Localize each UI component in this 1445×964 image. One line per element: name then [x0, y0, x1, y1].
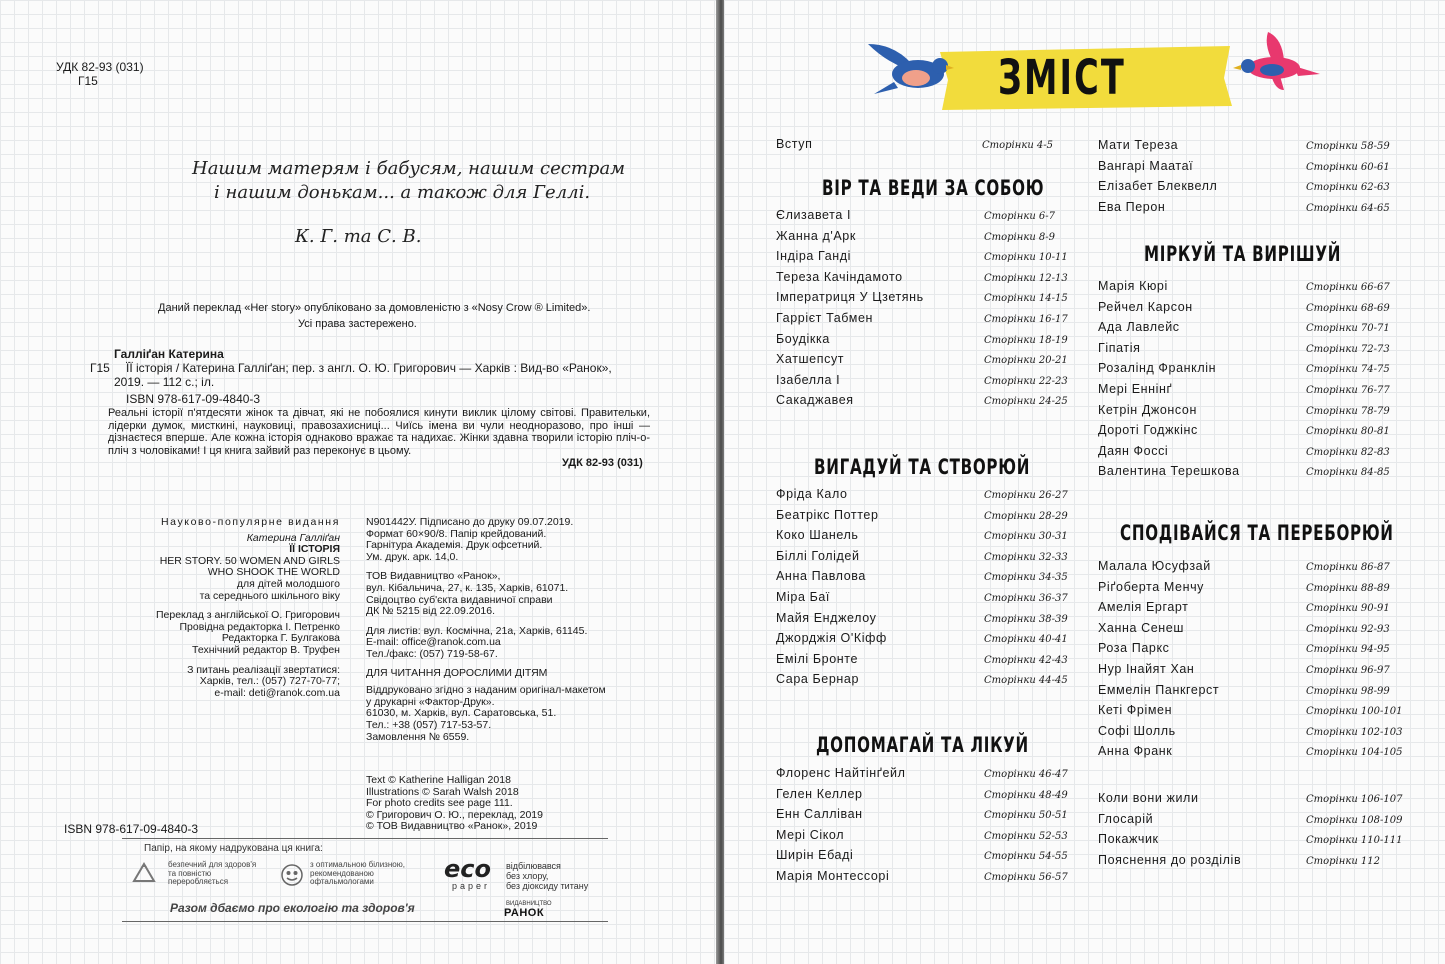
- toc-entry-pages: Сторінки 74-75: [1306, 364, 1390, 376]
- age-note: ДЛЯ ЧИТАННЯ ДОРОСЛИМИ ДІТЯМ: [366, 666, 548, 679]
- toc-entry-name: Марія Монтессорі: [776, 869, 890, 883]
- toc-entry-pages: Сторінки 26-27: [984, 490, 1068, 501]
- toc-entry-name: Індіра Ганді: [776, 249, 852, 264]
- toc-entry-name: Біллі Голідей: [776, 548, 860, 563]
- toc-entry-pages: Сторінки 86-87: [1306, 562, 1390, 573]
- toc-entry-name: Кеті Фрімен: [1098, 703, 1173, 718]
- toc-entry: [1098, 641, 1398, 659]
- toc-entry-name: Ізабелла І: [776, 372, 841, 387]
- smiley-eye-icon: [280, 863, 304, 887]
- print-info-4: Ум. друк. арк. 14,0.: [366, 550, 459, 563]
- toc-entry-pages: Сторінки 42-43: [984, 654, 1068, 666]
- publisher-logo-small: ВИДАВНИЦТВО: [506, 901, 552, 907]
- toc-entry: [1098, 621, 1398, 639]
- toc-entry: [1098, 832, 1403, 850]
- toc-entry-pages: Сторінки 40-41: [984, 634, 1068, 646]
- section-heading-help: ДОПОМАГАЙ ТА ЛІКУЙ: [816, 733, 1029, 757]
- imprint-page: [0, 0, 718, 964]
- toc-entry: [1098, 744, 1403, 762]
- sales-email: e-mail: deti@ranok.com.ua: [214, 686, 340, 699]
- toc-entry-pages: Сторінки 38-39: [984, 613, 1068, 625]
- toc-entry-pages: Сторінки 24-25: [984, 396, 1068, 408]
- toc-entry-pages: Сторінки 52-53: [984, 830, 1068, 842]
- toc-entry: [1098, 382, 1398, 400]
- toc-entry: [1098, 423, 1398, 441]
- toc-entry: [776, 631, 1076, 649]
- imprint-column-b: [366, 517, 606, 743]
- toc-entry-pages: Сторінки 68-69: [1306, 302, 1390, 314]
- toc-entry-name: Мері Сікол: [776, 827, 845, 842]
- toc-entry-name: Боудікка: [776, 331, 830, 346]
- copyright-text: Text © Katherine Halligan 2018: [366, 774, 511, 786]
- toc-entry: [776, 229, 1076, 247]
- toc-entry-name: Дороті Годжкінс: [1098, 423, 1198, 438]
- toc-entry-pages: Сторінки 98-99: [1306, 685, 1390, 697]
- toc-entry-pages: Сторінки 10-11: [984, 252, 1068, 264]
- toc-entry-name: Марія Кюрі: [1098, 279, 1168, 293]
- toc-entry-name: Єлизавета І: [776, 208, 852, 222]
- toc-entry-pages: Сторінки 106-107: [1306, 794, 1403, 805]
- toc-entry-pages: Сторінки 32-33: [984, 551, 1068, 563]
- eco-item-3: відбілювався без хлору, без діоксиду титану: [506, 861, 589, 891]
- original-title-1: HER STORY. 50 WOMEN AND GIRLS: [159, 554, 340, 567]
- toc-entry: [1098, 723, 1403, 742]
- toc-entry-pages: Сторінки 62-63: [1306, 182, 1390, 194]
- toc-entry-name: Енн Салліван: [776, 807, 863, 822]
- toc-entry-pages: Сторінки 84-85: [1306, 467, 1390, 479]
- copyright-publisher: © ТОВ Видавництво «Ранок», 2019: [366, 820, 538, 833]
- toc-entry-name: Гіпатія: [1098, 340, 1141, 355]
- toc-entry-pages: Сторінки 88-89: [1306, 582, 1390, 594]
- tech-editor: Технічний редактор В. Труфен: [192, 643, 340, 656]
- toc-entry: [776, 549, 1076, 567]
- toc-entry-name: Софі Шолль: [1098, 723, 1176, 738]
- toc-intro-name: Вступ: [776, 137, 813, 151]
- blue-bird-icon: [864, 40, 954, 96]
- publisher-address: вул. Кібальчича, 27, к. 135, Харків, 61071.: [366, 581, 569, 594]
- author-line: Катерина Галліґан: [246, 531, 340, 544]
- toc-entry-name: Коко Шанель: [776, 528, 859, 543]
- mail-address: Для листів: вул. Космічна, 21а, Харків, 61145.: [366, 624, 588, 637]
- toc-entry-pages: Сторінки 14-15: [984, 293, 1068, 305]
- toc-entry: [776, 393, 1076, 411]
- toc-entry-pages: Сторінки 80-81: [1306, 426, 1390, 438]
- toc-entry: [1098, 138, 1398, 156]
- toc-entry-name: Флоренс Найтінґейл: [776, 766, 906, 780]
- print-info-1: N901442У. Підписано до друку 09.07.2019.: [366, 516, 574, 528]
- toc-entry: [776, 569, 1076, 587]
- toc-entry-pages: Сторінки 12-13: [984, 272, 1068, 284]
- toc-entry-name: Елізабет Блеквелл: [1098, 179, 1218, 194]
- toc-entry: [1098, 200, 1398, 218]
- toc-entry-pages: Сторінки 96-97: [1306, 665, 1390, 676]
- section-heading-think: МІРКУЙ ТА ВИРІШУЙ: [1144, 242, 1342, 266]
- toc-entry-pages: Сторінки 30-31: [984, 531, 1068, 543]
- dedication-initials: К. Г. та С. В.: [295, 226, 422, 247]
- toc-entry: [776, 528, 1076, 546]
- toc-entry: [1098, 179, 1398, 197]
- toc-entry: [776, 270, 1076, 288]
- toc-entry-name: Джорджія О'Кіфф: [776, 631, 887, 646]
- publisher-cert-2: ДК № 5215 від 22.09.2016.: [366, 605, 496, 618]
- toc-entry-name: Хатшепсут: [776, 352, 845, 367]
- toc-entry-pages: Сторінки 50-51: [984, 810, 1068, 822]
- toc-entry-pages: Сторінки 64-65: [1306, 202, 1390, 214]
- toc-entry-name: Беатрікс Поттер: [776, 507, 879, 522]
- toc-entry-name: Нур Інайят Хан: [1098, 662, 1195, 676]
- toc-entry-pages: Сторінки 60-61: [1306, 161, 1390, 173]
- imprint-column-a: [156, 517, 340, 699]
- toc-entry: [776, 828, 1076, 846]
- toc-entry: [776, 590, 1076, 608]
- rights-note: Усі права застережено.: [298, 318, 417, 330]
- toc-entry: [776, 208, 1076, 226]
- catalog-code: Г15: [90, 361, 110, 375]
- sales-contact: З питань реалізації звертатися:: [187, 663, 340, 676]
- toc-entry-pages: Сторінки 70-71: [1306, 323, 1390, 335]
- copyright-illustrations: Illustrations © Sarah Walsh 2018: [366, 785, 519, 798]
- toc-entry: [1098, 703, 1403, 721]
- toc-entry-name: Валентина Терешкова: [1098, 464, 1240, 479]
- toc-entry-name: Малала Юсуфзай: [1098, 559, 1211, 573]
- eco-paper-box: [122, 838, 608, 922]
- office-phone: Тел./факс: (057) 719-58-67.: [366, 647, 498, 660]
- lead-editor: Провідна редакторка І. Петренко: [179, 620, 340, 633]
- publisher-name: ТОВ Видавництво «Ранок»,: [366, 570, 501, 583]
- toc-entry-pages: Сторінки 18-19: [984, 334, 1068, 346]
- toc-entry-name: Амелія Ергарт: [1098, 600, 1189, 615]
- toc-entry-pages: Сторінки 58-59: [1306, 141, 1390, 152]
- toc-entry-pages: Сторінки 112: [1306, 855, 1381, 867]
- toc-entry-name: Міра Баї: [776, 590, 830, 604]
- toc-entry-pages: Сторінки 110-111: [1306, 835, 1403, 847]
- eco-logo-sub: paper: [452, 881, 491, 891]
- toc-entry-pages: Сторінки 6-7: [984, 211, 1056, 222]
- translator: Переклад з англійської О. Григорович: [155, 609, 340, 622]
- toc-entry-name: Мати Тереза: [1098, 138, 1179, 152]
- toc-entry-name: Рейчел Карсон: [1098, 299, 1193, 314]
- printing-note-4: Тел.: +38 (057) 717-53-57.: [366, 718, 492, 731]
- catalog-isbn: ISBN 978-617-09-4840-3: [126, 392, 261, 406]
- toc-entry: [1098, 341, 1398, 359]
- order-number: Замовлення № 6559.: [366, 730, 470, 743]
- audience-1: для дітей молодшого: [236, 577, 340, 590]
- audience-2: та середнього шкільного віку: [199, 589, 340, 602]
- toc-entry-name: Ширін Ебаді: [776, 848, 854, 863]
- section-heading-hope: СПОДІВАЙСЯ ТА ПЕРЕБОРЮЙ: [1120, 521, 1394, 545]
- toc-entry-name: Покажчик: [1098, 832, 1159, 847]
- eco-item-2: з оптимальною білизною, рекомендованою офтальмологами: [310, 860, 405, 886]
- recycle-icon: [130, 861, 158, 887]
- title-banner: [934, 42, 1234, 112]
- toc-entry-pages: Сторінки 36-37: [984, 593, 1068, 604]
- toc-entry: [776, 508, 1076, 526]
- toc-entry-name: Вангарі Маатаї: [1098, 158, 1194, 173]
- toc-entry: [776, 787, 1076, 805]
- toc-entry-name: Глосарій: [1098, 811, 1154, 826]
- toc-entry: [776, 807, 1076, 825]
- toc-entry-pages: Сторінки 56-57: [984, 872, 1068, 883]
- catalog-year: 2019. — 112 с.; іл.: [114, 375, 215, 389]
- toc-entry: [1098, 811, 1403, 830]
- toc-entry: [1098, 853, 1398, 871]
- toc-entry: [1098, 580, 1398, 598]
- toc-entry-pages: Сторінки 82-83: [1306, 446, 1390, 458]
- toc-entry-pages: Сторінки 76-77: [1306, 385, 1390, 396]
- catalog-title: ЇЇ історія / Катерина Галліґан; пер. з англ. О. Ю. Григорович — Харків : Вид-во «Ранок»,: [126, 361, 612, 375]
- eco-header: Папір, на якому надрукована ця книга:: [144, 843, 323, 854]
- toc-entry: [776, 311, 1076, 329]
- title-line: ЇЇ ІСТОРІЯ: [289, 543, 340, 556]
- toc-entry-pages: Сторінки 48-49: [984, 789, 1068, 801]
- toc-entry-name: Анна Франк: [1098, 744, 1173, 759]
- toc-entry: [776, 332, 1076, 350]
- toc-entry-name: Ріґоберта Менчу: [1098, 579, 1205, 594]
- toc-entry: [776, 766, 1076, 784]
- toc-entry-pages: Сторінки 34-35: [984, 572, 1068, 584]
- toc-entry-name: Гелен Келлер: [776, 786, 863, 801]
- toc-entry: [1098, 320, 1398, 338]
- printing-note-2: у друкарні «Фактор-Друк».: [366, 695, 495, 708]
- toc-entry-pages: Сторінки 92-93: [1306, 623, 1390, 635]
- toc-entry-pages: Сторінки 100-101: [1306, 706, 1403, 718]
- printing-note-1: Віддруковано згідно з наданим оригінал-макетом: [366, 684, 606, 697]
- toc-entry-name: Роза Паркс: [1098, 641, 1170, 656]
- toc-entry-name: Імператриця У Цзетянь: [776, 290, 924, 305]
- toc-entry: [776, 652, 1076, 670]
- toc-entry-pages: Сторінки 90-91: [1306, 603, 1390, 615]
- toc-entry: [776, 373, 1076, 391]
- toc-entry-pages: Сторінки 66-67: [1306, 282, 1390, 293]
- toc-entry: [1098, 662, 1398, 680]
- toc-entry-name: Розалінд Франклін: [1098, 361, 1217, 376]
- printing-note-3: 61030, м. Харків, вул. Саратовська, 51.: [366, 707, 557, 720]
- toc-entry: [776, 611, 1076, 629]
- toc-entry: [1098, 361, 1398, 379]
- toc-entry-pages: Сторінки 104-105: [1306, 747, 1403, 759]
- toc-entry: [1098, 159, 1398, 177]
- print-info-2: Формат 60×90/8. Папір крейдований.: [366, 527, 547, 540]
- toc-entry: [776, 290, 1076, 308]
- toc-entry-pages: Сторінки 102-103: [1306, 726, 1403, 738]
- toc-entry-pages: Сторінки 54-55: [984, 851, 1068, 863]
- pink-bird-icon: [1232, 30, 1322, 92]
- toc-entry-name: Тереза Качіндамото: [776, 269, 903, 284]
- toc-entry-name: Коли вони жили: [1098, 791, 1199, 805]
- toc-entry-name: Фріда Кало: [776, 487, 848, 501]
- section-heading-lead: ВІР ТА ВЕДИ ЗА СОБОЮ: [822, 176, 1045, 200]
- toc-entry: [776, 848, 1076, 866]
- toc-entry-pages: Сторінки 16-17: [984, 314, 1068, 325]
- editor: Редакторка Г. Булгакова: [221, 632, 340, 645]
- toc-entry: [1098, 464, 1398, 482]
- contents-page: [724, 0, 1445, 964]
- toc-entry-name: Пояснення до розділів: [1098, 852, 1242, 867]
- toc-entry-name: Сара Бернар: [776, 672, 860, 687]
- sales-phone: Харків, тел.: (057) 727-70-77;: [199, 675, 340, 688]
- toc-entry-pages: Сторінки 20-21: [984, 355, 1068, 367]
- toc-entry: [776, 487, 1076, 505]
- toc-entry-pages: Сторінки 46-47: [984, 769, 1068, 780]
- isbn-bottom: ISBN 978-617-09-4840-3: [64, 822, 199, 836]
- toc-entry: [1098, 279, 1398, 297]
- toc-entry: [1098, 683, 1398, 701]
- copyright-translation: © Григорович О. Ю., переклад, 2019: [366, 808, 543, 821]
- toc-entry: [776, 672, 1076, 690]
- dedication-line-2: і нашим донькам... а також для Геллі.: [214, 182, 591, 203]
- publisher-logo: РАНОК: [504, 907, 545, 919]
- toc-entry-name: Даян Фоссі: [1098, 443, 1169, 458]
- udk-code-bottom: УДК 82-93 (031): [562, 457, 643, 469]
- toc-entry-name: Еммелін Панкгерст: [1098, 682, 1220, 697]
- toc-entry: [1098, 791, 1403, 809]
- toc-entry: [1098, 444, 1398, 462]
- toc-entry: [1098, 559, 1398, 577]
- toc-entry: [776, 352, 1076, 370]
- toc-entry-pages: Сторінки 72-73: [1306, 343, 1390, 355]
- toc-entry: [776, 869, 1076, 887]
- print-info-3: Гарнітура Академія. Друк офсетний.: [366, 539, 543, 552]
- toc-entry-name: Ева Перон: [1098, 199, 1166, 214]
- translation-note: Даний переклад «Her story» опубліковано за домовленістю з «Nosy Crow ® Limited».: [158, 302, 591, 314]
- toc-entry: [1098, 600, 1398, 618]
- toc-intro-pages: Сторінки 4-5: [982, 140, 1054, 151]
- toc-entry-pages: Сторінки 78-79: [1306, 405, 1390, 417]
- toc-entry-name: Ада Лавлейс: [1098, 320, 1180, 335]
- toc-entry-name: Мері Еннінґ: [1098, 382, 1173, 396]
- book-description: Реальні історії п'ятдесяти жінок та дівчат, які не побоялися кинути виклик цілому світові. Правительки, лідерки думок, мисткині, науковиці, правозахисниці... Чиїсь імена ви чули неодноразово, про інші — дізнаєтеся вперше. Але кожна історія однаково вражає та надихає. Жінки здавна творили історію пліч-о-пліч з чоловіками! І ця книга зайвий раз переконує в цьому.: [108, 407, 650, 457]
- toc-entry-name: Гаррієт Табмен: [776, 311, 874, 325]
- section-heading-create: ВИГАДУЙ ТА СТВОРЮЙ: [814, 455, 1031, 479]
- eco-logo: eco: [444, 855, 491, 883]
- edition-type: Науково-популярне видання: [160, 516, 340, 528]
- toc-entry-name: Ханна Сенеш: [1098, 620, 1184, 635]
- office-email: E-mail: office@ranok.com.ua: [366, 636, 501, 649]
- eco-item-1: безпечний для здоров'я та повністю переробляється: [168, 860, 257, 886]
- toc-entry-name: Жанна д'Арк: [776, 228, 856, 243]
- toc-entry-name: Анна Павлова: [776, 569, 866, 584]
- catalog-code-top: Г15: [78, 74, 98, 88]
- toc-entry-pages: Сторінки 108-109: [1306, 814, 1403, 826]
- photo-credits: For photo credits see page 111.: [366, 797, 513, 810]
- copyright-block: [366, 775, 543, 833]
- toc-entry: [1098, 403, 1398, 421]
- toc-entry-name: Майя Енджелоу: [776, 610, 877, 625]
- original-title-2: WHO SHOOK THE WORLD: [207, 566, 340, 579]
- toc-entry-name: Емілі Бронте: [776, 651, 858, 666]
- catalog-author: Галліґан Катерина: [114, 347, 224, 361]
- toc-entry-name: Сакаджавея: [776, 393, 854, 408]
- toc-entry-pages: Сторінки 22-23: [984, 375, 1068, 387]
- toc-entry-pages: Сторінки 8-9: [984, 231, 1056, 243]
- udk-code-top: УДК 82-93 (031): [56, 60, 144, 74]
- toc-entry: [776, 249, 1076, 267]
- toc-entry-pages: Сторінки 28-29: [984, 510, 1068, 522]
- toc-entry: [1098, 300, 1398, 318]
- toc-entry-name: Кетрін Джонсон: [1098, 402, 1197, 417]
- dedication-line-1: Нашим матерям і бабусям, нашим сестрам: [192, 158, 626, 179]
- eco-slogan: Разом дбаємо про екологію та здоров'я: [170, 901, 415, 915]
- toc-entry-pages: Сторінки 94-95: [1306, 644, 1390, 656]
- toc-entry-pages: Сторінки 44-45: [984, 675, 1068, 687]
- publisher-cert-1: Свідоцтво суб'єкта видавничої справи: [366, 593, 553, 606]
- page-title: ЗМІСТ: [998, 50, 1126, 106]
